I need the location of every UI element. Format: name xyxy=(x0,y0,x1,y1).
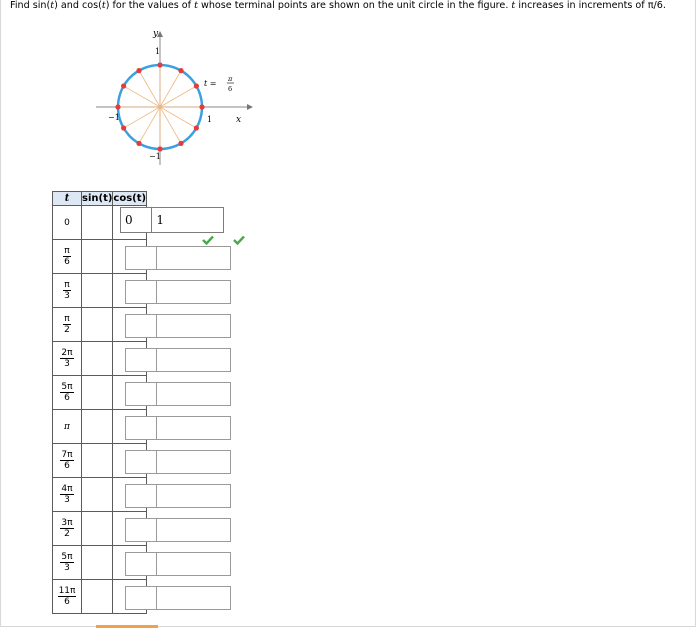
t-value-fraction xyxy=(63,280,70,301)
t-column-header: t xyxy=(53,192,82,206)
table-row xyxy=(53,274,147,308)
t-label-numerator: π xyxy=(228,75,233,83)
cos-value-cell xyxy=(113,478,147,512)
sin-value-cell xyxy=(82,580,113,614)
table-row xyxy=(53,308,147,342)
t-value-cell xyxy=(53,512,82,546)
question-prompt: Find sin(t) and cos(t) for the values of t whose terminal points are shown on the unit circle in the figure. t increases in increments of π/6. xyxy=(10,0,666,11)
table-row xyxy=(53,376,147,410)
sin-value-cell xyxy=(82,274,113,308)
x-axis-label: x xyxy=(236,115,242,125)
cos-value-cell xyxy=(113,376,147,410)
t-denominator: 2 xyxy=(64,325,70,335)
cos-value-cell xyxy=(113,240,147,274)
table-row xyxy=(53,580,147,614)
t-value-cell xyxy=(53,376,82,410)
spoke xyxy=(124,86,160,107)
cos-answer-input[interactable] xyxy=(156,586,231,610)
cos-answer-input[interactable] xyxy=(156,246,231,270)
t-denominator: 3 xyxy=(64,359,70,369)
t-value-cell xyxy=(53,274,82,308)
t-value-fraction xyxy=(60,348,73,369)
terminal-point xyxy=(194,125,199,130)
cos-value-cell xyxy=(113,546,147,580)
spoke xyxy=(160,71,181,107)
cos-answer-input[interactable]: 1 xyxy=(151,207,224,233)
t-numerator: 3π xyxy=(61,518,73,528)
unit-circle-figure xyxy=(90,24,260,169)
sin-value-cell xyxy=(82,342,113,376)
cos-answer-input[interactable] xyxy=(156,450,231,474)
cos-value-cell xyxy=(113,444,147,478)
table-row xyxy=(53,546,147,580)
t-value-cell xyxy=(53,410,82,444)
t-value-fraction xyxy=(63,246,70,267)
cos-value-cell xyxy=(113,342,147,376)
t-value-cell xyxy=(53,308,82,342)
table-row xyxy=(53,240,147,274)
t-numerator: 2π xyxy=(61,348,73,358)
t-value-fraction xyxy=(60,552,73,573)
t-value-cell xyxy=(53,546,82,580)
table-row xyxy=(53,206,147,240)
correct-check-icon xyxy=(202,235,214,245)
cos-answer-input[interactable] xyxy=(156,314,231,338)
table-row xyxy=(53,410,147,444)
x-left-tick: −1 xyxy=(108,113,120,122)
t-label-denominator: 6 xyxy=(228,85,233,93)
table-row xyxy=(53,444,147,478)
t-numerator: 11π xyxy=(58,586,76,596)
terminal-point xyxy=(121,83,126,88)
terminal-point xyxy=(194,83,199,88)
cos-answer-input[interactable] xyxy=(156,484,231,508)
t-numerator: π xyxy=(64,246,70,256)
cos-answer-input[interactable] xyxy=(156,382,231,406)
sin-value-cell xyxy=(82,376,113,410)
terminal-point xyxy=(121,125,126,130)
sin-value-cell xyxy=(82,478,113,512)
sin-value-cell xyxy=(82,546,113,580)
sin-value-cell xyxy=(82,444,113,478)
sin-value-cell xyxy=(82,308,113,342)
sin-value-cell xyxy=(82,206,133,240)
terminal-point xyxy=(136,141,141,146)
correct-check-icon-wrap xyxy=(233,230,245,240)
t-numerator: 7π xyxy=(61,450,73,460)
t-numerator: π xyxy=(64,314,70,324)
cos-value-cell xyxy=(113,206,165,240)
spoke xyxy=(160,107,196,128)
t-denominator: 6 xyxy=(64,597,70,607)
t-numerator: 5π xyxy=(61,382,73,392)
cos-value-cell xyxy=(113,580,147,614)
terminal-point xyxy=(157,62,162,67)
t-denominator: 6 xyxy=(64,393,70,403)
t-denominator: 6 xyxy=(64,257,70,267)
spoke xyxy=(139,107,160,143)
t-value: π xyxy=(64,421,70,432)
values-table xyxy=(52,191,165,614)
table-row xyxy=(53,342,147,376)
cos-answer-input[interactable] xyxy=(156,552,231,576)
correct-check-icon xyxy=(233,235,245,245)
terminal-point xyxy=(199,104,204,109)
t-value-cell xyxy=(53,342,82,376)
cos-answer-input[interactable] xyxy=(156,348,231,372)
t-value-cell xyxy=(53,478,82,512)
t-value-cell xyxy=(53,444,82,478)
terminal-point xyxy=(178,68,183,73)
sin-value-cell xyxy=(82,240,113,274)
t-value-cell xyxy=(53,580,82,614)
table-row xyxy=(53,512,147,546)
t-denominator: 3 xyxy=(64,563,70,573)
cos-value-cell xyxy=(113,274,147,308)
terminal-point xyxy=(178,141,183,146)
cos-column-header: cos(t) xyxy=(113,193,147,204)
y-axis-label: y xyxy=(153,29,159,39)
table-row xyxy=(53,478,147,512)
sin-column-header: sin(t) xyxy=(82,193,113,204)
y-bottom-tick: −1 xyxy=(149,152,161,161)
t-denominator: 3 xyxy=(64,495,70,505)
t-value: 0 xyxy=(64,217,70,228)
spoke xyxy=(124,107,160,128)
cos-value-cell xyxy=(113,308,147,342)
spoke xyxy=(139,71,160,107)
t-value-fraction xyxy=(58,586,77,607)
terminal-point xyxy=(115,104,120,109)
t-denominator: 6 xyxy=(64,461,70,471)
sin-value-cell xyxy=(82,410,113,444)
spoke xyxy=(160,86,196,107)
t-numerator: 4π xyxy=(61,484,73,494)
t-denominator: 2 xyxy=(64,529,70,539)
t-value-fraction xyxy=(60,382,73,403)
y-top-tick: 1 xyxy=(155,47,161,56)
sin-value-cell xyxy=(82,512,113,546)
t-value-fraction xyxy=(60,450,73,471)
cos-answer-input[interactable] xyxy=(156,280,231,304)
cos-value-cell xyxy=(113,410,147,444)
cos-answer-input[interactable] xyxy=(156,518,231,542)
t-numerator: 5π xyxy=(61,552,73,562)
spoke xyxy=(160,107,181,143)
t-value-fraction xyxy=(63,314,70,335)
terminal-point xyxy=(157,146,162,151)
sin-answer-input[interactable]: 0 xyxy=(120,207,193,233)
table-header-row xyxy=(53,192,147,206)
t-value-fraction xyxy=(60,518,73,539)
terminal-point xyxy=(136,68,141,73)
cos-value-cell xyxy=(113,512,147,546)
t-denominator: 3 xyxy=(64,291,70,301)
cos-answer-input[interactable] xyxy=(156,416,231,440)
t-label: t = xyxy=(204,79,217,88)
x-right-tick: 1 xyxy=(207,115,213,124)
t-value-cell xyxy=(53,206,82,240)
t-numerator: π xyxy=(64,280,70,290)
t-value-fraction xyxy=(60,484,73,505)
t-value-cell xyxy=(53,240,82,274)
